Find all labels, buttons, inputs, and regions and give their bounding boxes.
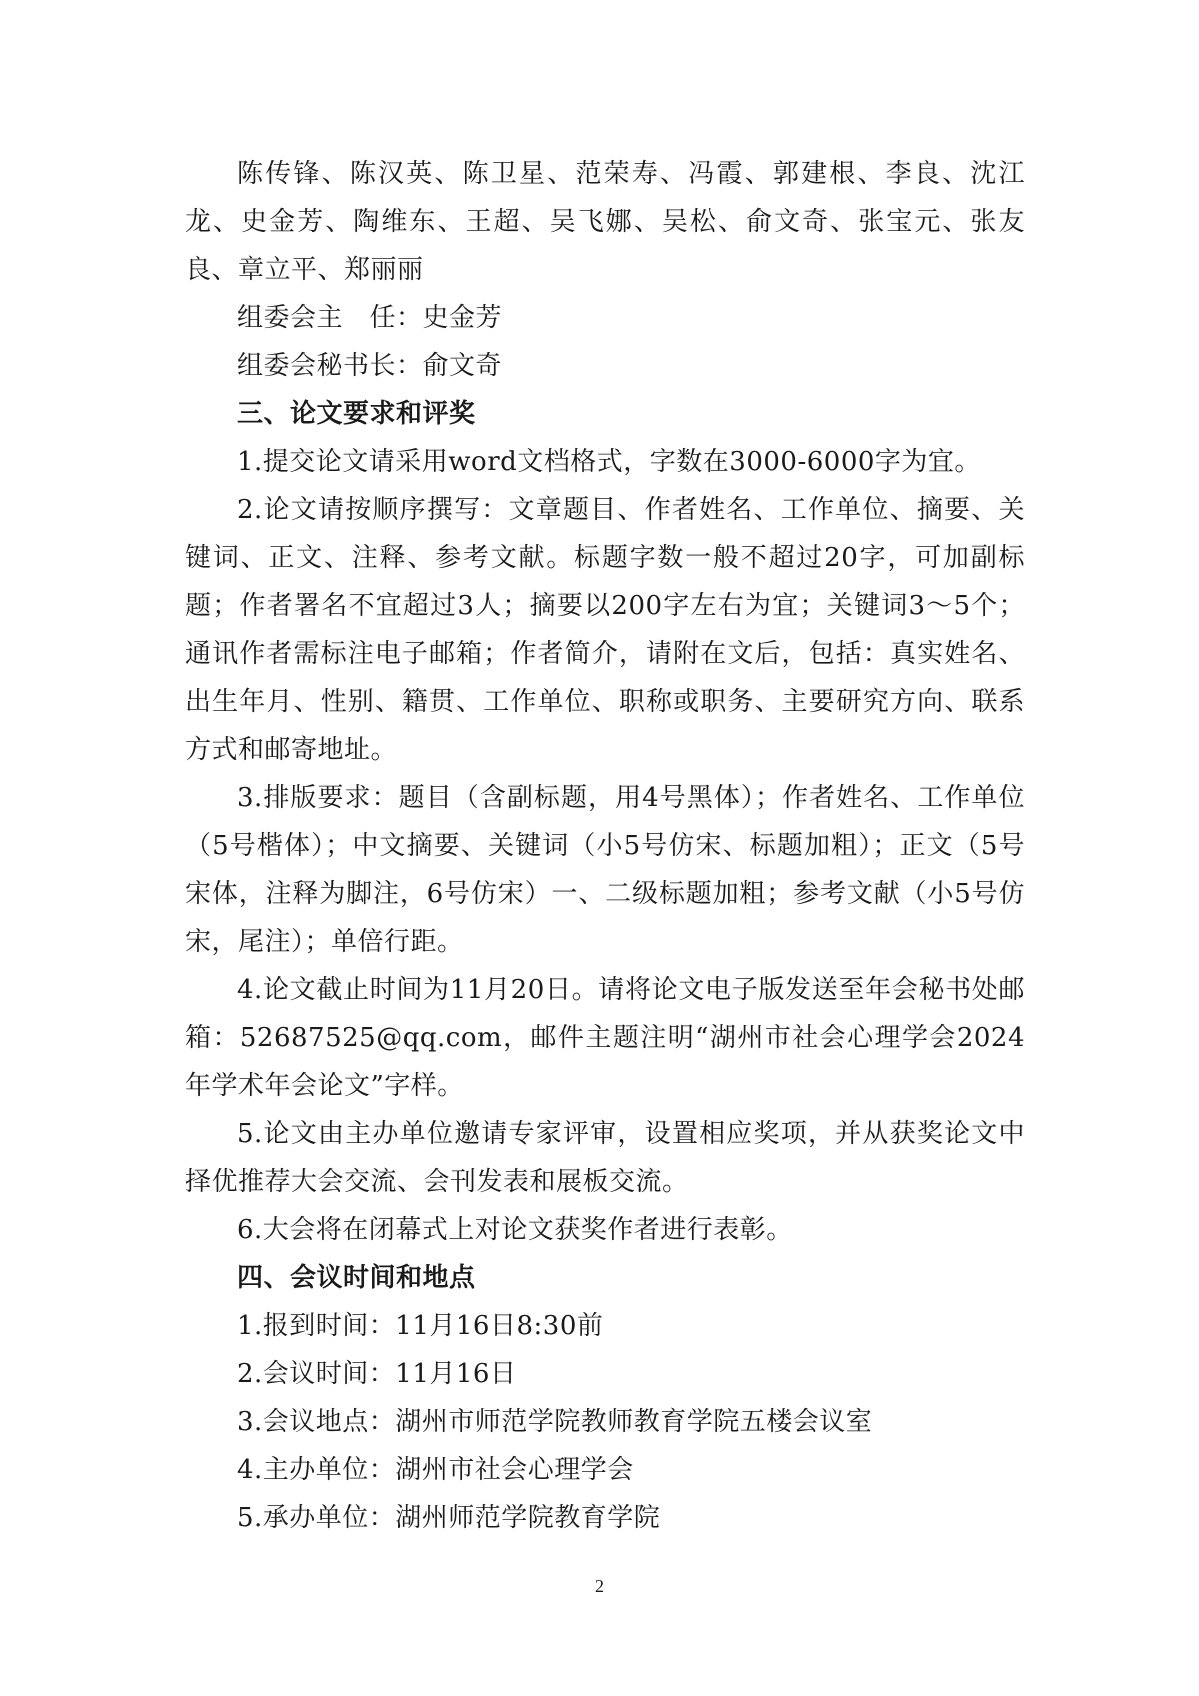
item-3-1-paragraph: 1.提交论文请采用word文档格式，字数在3000-6000字为宜。	[237, 447, 981, 477]
item-3-4-paragraph: 4.论文截止时间为11月20日。请将论文电子版发送至年会秘书处邮箱：52687525@qq.com，邮件主题注明“湖州市社会心理学会2024年学术年会论文”字样。	[185, 975, 1025, 1101]
document-body	[185, 150, 1025, 1542]
section-4-heading: 四、会议时间和地点	[237, 1263, 476, 1293]
page-number: 2	[595, 1576, 604, 1596]
item-3-6-paragraph: 6.大会将在闭幕式上对论文获奖作者进行表彰。	[237, 1215, 793, 1245]
item-4-3-paragraph: 3.会议地点：湖州市师范学院教师教育学院五楼会议室	[237, 1407, 873, 1437]
committee-secretary-line: 组委会秘书长：俞文奇	[237, 351, 503, 381]
committee-chair-line: 组委会主 任：史金芳	[237, 303, 503, 333]
item-3-5-paragraph: 5.论文由主办单位邀请专家评审，设置相应奖项，并从获奖论文中择优推荐大会交流、会刊发表和展板交流。	[185, 1119, 1025, 1197]
member-list-paragraph: 陈传锋、陈汉英、陈卫星、范荣寿、冯霞、郭建根、李良、沈江龙、史金芳、陶维东、王超、吴飞娜、吴松、俞文奇、张宝元、张友良、章立平、郑丽丽	[185, 159, 1025, 285]
item-3-3-paragraph: 3.排版要求：题目（含副标题，用4号黑体）；作者姓名、工作单位（5号楷体）；中文摘要、关键词（小5号仿宋、标题加粗）；正文（5号宋体，注释为脚注，6号仿宋）一、二级标题加粗；参考文献（小5号仿宋，尾注）；单倍行距。	[185, 783, 1025, 957]
item-4-2-paragraph: 2.会议时间：11月16日	[237, 1359, 517, 1389]
item-4-1-paragraph: 1.报到时间：11月16日8:30前	[237, 1311, 604, 1341]
item-4-4-paragraph: 4.主办单位：湖州市社会心理学会	[237, 1455, 634, 1485]
item-3-2-paragraph: 2.论文请按顺序撰写：文章题目、作者姓名、工作单位、摘要、关键词、正文、注释、参考文献。标题字数一般不超过20字，可加副标题；作者署名不宜超过3人；摘要以200字左右为宜；关键词3～5个；通讯作者需标注电子邮箱；作者简介，请附在文后，包括：真实姓名、出生年月、性别、籍贯、工作单位、职称或职务、主要研究方向、联系方式和邮寄地址。	[185, 495, 1025, 765]
section-3-heading: 三、论文要求和评奖	[237, 399, 476, 429]
item-4-5-paragraph: 5.承办单位：湖州师范学院教育学院	[237, 1503, 661, 1533]
